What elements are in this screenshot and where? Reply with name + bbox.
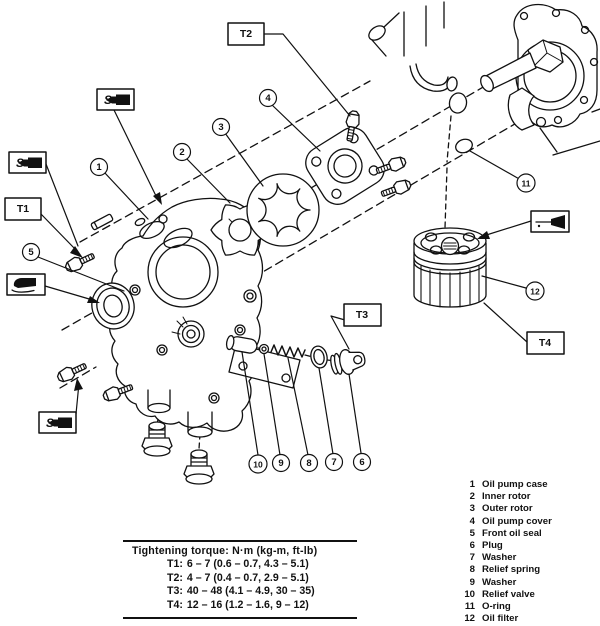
legend-item: 3 Outer rotor — [469, 503, 533, 515]
svg-text:7: 7 — [331, 457, 337, 468]
relief-washer-small — [260, 345, 269, 354]
svg-text:T3: T3 — [355, 309, 369, 321]
case-plug-a — [142, 422, 172, 456]
sealant-symbol-bottom — [39, 412, 76, 433]
relief-plug — [329, 346, 367, 378]
oil-symbol — [531, 211, 569, 232]
svg-text:5: 5 — [28, 247, 34, 258]
legend-item: 12 Oil filter — [464, 613, 519, 625]
legend-item: 4 Oil pump cover — [469, 515, 552, 527]
torque-row-t1: T1: 6 – 7 (0.6 – 0.7, 4.3 – 5.1) — [167, 558, 309, 570]
legend-item: 5 Front oil seal — [469, 527, 542, 539]
torque-row-t3: T3: 40 – 48 (4.1 – 4.9, 30 – 35) — [167, 585, 315, 598]
case-plug-b — [184, 450, 214, 484]
part-callout-3 — [213, 119, 230, 136]
oil-filter — [414, 228, 486, 307]
engine-block — [366, 2, 600, 155]
part-callout-11 — [517, 174, 535, 192]
part-callout-9 — [273, 455, 290, 472]
part-callout-4 — [260, 90, 277, 107]
torque-callout-t4 — [527, 332, 564, 354]
legend-item: 6 Plug — [469, 540, 503, 552]
torque-row-t2: T2: 4 – 7 (0.4 – 0.7, 2.9 – 5.1) — [167, 571, 309, 584]
svg-text:T2: T2 — [239, 28, 253, 40]
legend-item: 11 O-ring — [464, 601, 511, 613]
legend-item: 7 Washer — [469, 552, 517, 564]
svg-text:3: 3 — [218, 122, 224, 133]
roll-pin — [91, 214, 114, 231]
legend-item: 2 Inner rotor — [469, 491, 531, 503]
svg-text:9: 9 — [278, 458, 284, 469]
svg-text:S: S — [16, 156, 25, 170]
parts-legend — [455, 479, 597, 625]
svg-text:1: 1 — [96, 162, 102, 173]
torque-callout-t1 — [5, 198, 41, 220]
svg-text:2: 2 — [179, 147, 185, 158]
part-callout-2 — [174, 144, 191, 161]
outer-rotor — [247, 174, 319, 246]
part-callout-6 — [354, 454, 371, 471]
svg-text:12: 12 — [530, 286, 540, 297]
svg-text:10: 10 — [253, 459, 263, 470]
torque-callout-t3 — [344, 304, 381, 326]
sealant-symbol-top — [97, 89, 134, 110]
case-bolt-t1 — [64, 250, 97, 274]
svg-text:11: 11 — [521, 178, 531, 189]
legend-item: 1 Oil pump case — [469, 479, 548, 490]
sealant-symbol-left — [9, 152, 46, 173]
part-callout-5 — [23, 244, 40, 261]
grease-symbol — [7, 274, 45, 295]
torque-table-header: Tightening torque: N·m (kg-m, ft-lb) — [132, 545, 318, 557]
legend-item: 9 Washer — [469, 576, 517, 588]
legend-item: 8 Relief spring — [469, 564, 541, 576]
svg-text:S: S — [46, 416, 55, 430]
part-callout-10 — [249, 455, 267, 473]
relief-washer-large — [309, 345, 329, 370]
legend-item: 10 Relief valve — [464, 588, 535, 600]
torque-row-t4: T4: 12 – 16 (1.2 – 1.6, 9 – 12) — [167, 598, 309, 611]
part-callout-8 — [301, 455, 318, 472]
part-callout-1 — [91, 159, 108, 176]
svg-text:T1: T1 — [16, 203, 30, 215]
svg-text:4: 4 — [265, 93, 271, 104]
part-callout-7 — [326, 454, 343, 471]
svg-text:S: S — [104, 93, 113, 107]
svg-text:8: 8 — [306, 458, 312, 469]
torque-callout-t2 — [228, 23, 264, 45]
part-callout-12 — [526, 282, 544, 300]
svg-text:T4: T4 — [538, 337, 552, 349]
torque-spec-table — [123, 540, 357, 619]
svg-text:6: 6 — [359, 457, 365, 468]
